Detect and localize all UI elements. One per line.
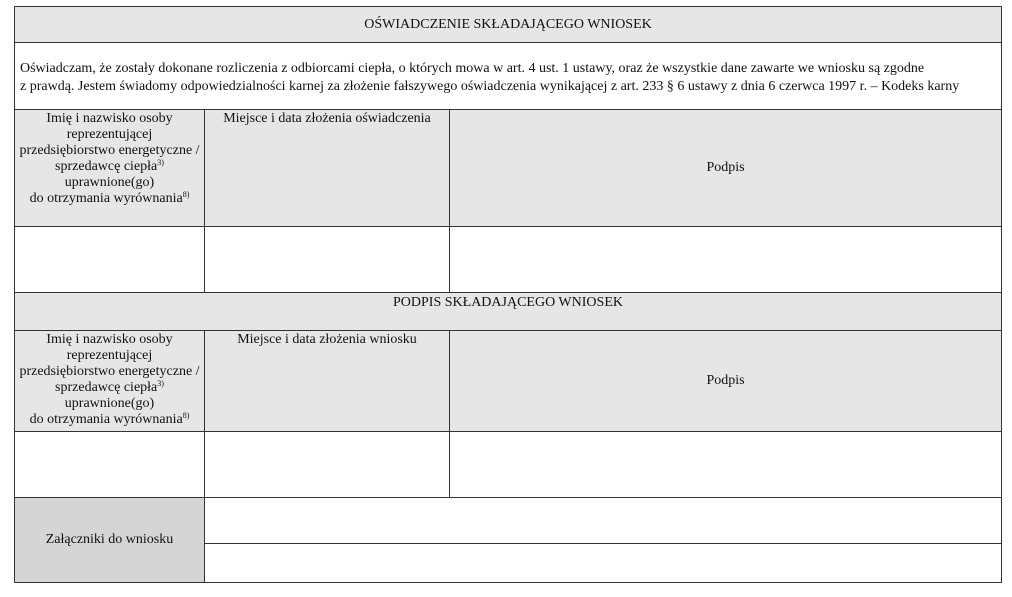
statement-line-2: z prawdą. Jestem świadomy odpowiedzialności karnej za złożenie fałszywego oświadczenia wynikającej z art. 233 § 6 ustawy z dnia 6 czerwca 1997 r. – Kodeks karny (20, 79, 960, 94)
section1-place-date-header (204, 109, 449, 226)
statement-line-1: Oświadczam, że zostały dokonane rozliczenia z odbiorcami ciepła, o których mowa w art. 4 ust. 1 ustawy, oraz że wszystkie dane zawarte we wniosku są zgodne (20, 61, 925, 76)
name-header-line: do otrzymania wyrównania$^{8)}$ (29, 190, 190, 206)
name-header-line: uprawnione(go) (64, 175, 155, 190)
name-header-line: uprawnione(go) (64, 396, 155, 411)
section2-signature-field[interactable] (449, 431, 1001, 497)
section1-title-text: OŚWIADCZENIE SKŁADAJĄCEGO WNIOSEK (364, 16, 652, 32)
section1-title (15, 7, 1001, 42)
section2-place-date-field[interactable] (204, 431, 449, 497)
attachments-field-1[interactable] (204, 497, 1001, 543)
section1-signature-header (449, 109, 1001, 226)
place-date-header-text: Miejsce i data złożenia oświadczenia (223, 111, 431, 126)
name-header-line: sprzedawcę ciepła$^{3)}$ (55, 379, 164, 395)
signature-header-text: Podpis (706, 160, 745, 175)
footnote-ref: 8) (182, 411, 190, 420)
footnote-ref: 3) (157, 158, 164, 167)
section2-title (15, 292, 1001, 330)
footnote-ref: 8) (182, 190, 190, 199)
declaration-statement (15, 42, 1001, 109)
name-header-line: Imię i nazwisko osoby (46, 332, 173, 347)
attachments-label-text: Załączniki do wniosku (45, 532, 174, 547)
declaration-form (14, 6, 1002, 583)
section1-name-field[interactable] (15, 226, 204, 292)
section1-signature-field[interactable] (449, 226, 1001, 292)
name-header-line: przedsiębiorstwo energetyczne / (19, 364, 200, 379)
name-header-line: reprezentującej (66, 127, 153, 142)
name-header-line: sprzedawcę ciepła$^{3)}$ (55, 158, 164, 174)
name-header-line: reprezentującej (66, 348, 153, 363)
footnote-ref: 3) (157, 379, 164, 388)
section2-name-field[interactable] (15, 431, 204, 497)
section2-title-text: PODPIS SKŁADAJĄCEGO WNIOSEK (393, 295, 623, 310)
place-date-header-text: Miejsce i data złożenia wniosku (237, 332, 417, 347)
section1-name-header (15, 109, 204, 226)
name-header-line: Imię i nazwisko osoby (46, 111, 173, 126)
section2-name-header (15, 330, 204, 431)
section1-place-date-field[interactable] (204, 226, 449, 292)
section2-signature-header (449, 330, 1001, 431)
name-header-line: przedsiębiorstwo energetyczne / (19, 143, 200, 158)
section2-place-date-header (204, 330, 449, 431)
name-header-line: do otrzymania wyrównania$^{8)}$ (29, 411, 190, 427)
attachments-field-2[interactable] (204, 543, 1001, 582)
signature-header-text: Podpis (706, 373, 745, 388)
attachments-label (15, 497, 204, 582)
